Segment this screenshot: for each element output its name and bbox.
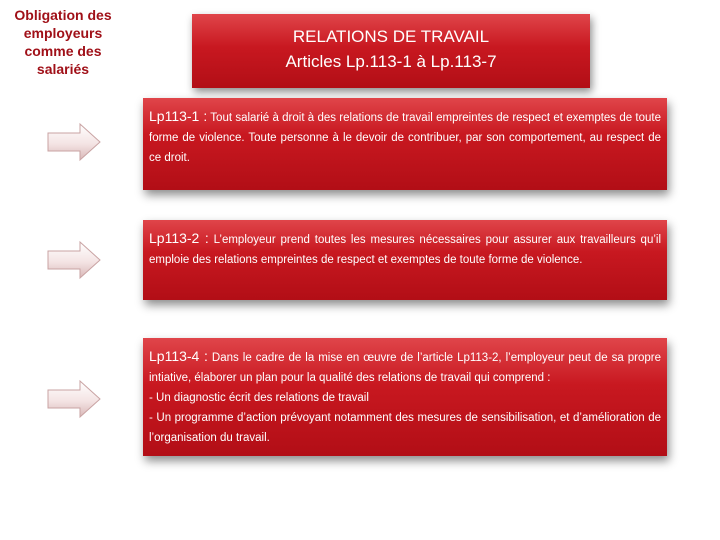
arrow-right-icon xyxy=(46,239,102,281)
header-banner xyxy=(192,14,590,88)
article-code: Lp113-4 : xyxy=(149,348,208,364)
article-card-lp113-2 xyxy=(143,220,667,300)
article-code: Lp113-1 : xyxy=(149,108,208,124)
article-body xyxy=(149,346,661,388)
article-body xyxy=(149,228,661,270)
article-text: Tout salarié à droit à des relations de travail empreintes de respect et exemptes de toute forme de violence. Toute personne à le devoir de contribuer, par son comportement, au respect de ce droit. xyxy=(149,112,661,164)
arrow-right-icon xyxy=(46,378,102,420)
article-body xyxy=(149,106,661,168)
article-text: Dans le cadre de la mise en œuvre de l’article Lp113-2, l’employeur peut de sa propre intiative, élaborer un plan pour la qualité des relations de travail qui comprend : xyxy=(149,352,661,384)
article-card-lp113-4 xyxy=(143,338,667,456)
header-subtitle: Articles Lp.113-1 à Lp.113-7 xyxy=(285,52,497,71)
list-item: - Un programme d’action prévoyant notamment des mesures de sensibilisation, et d’amélioration de l’organisation du travail. xyxy=(149,412,661,444)
article-card-lp113-1 xyxy=(143,98,667,190)
side-title-line: salariés xyxy=(36,61,90,77)
side-title xyxy=(8,6,118,78)
article-code: Lp113-2 : xyxy=(149,230,209,246)
article-text: L’employeur prend toutes les mesures nécessaires pour assurer aux travailleurs qu’il emploie des relations empreintes de respect et exemptes de toute forme de violence. xyxy=(149,234,662,266)
arrow-right-icon xyxy=(46,121,102,163)
header-title: RELATIONS DE TRAVAIL xyxy=(292,27,490,46)
side-title-line: Obligation des xyxy=(14,7,112,23)
list-item: - Un diagnostic écrit des relations de travail xyxy=(149,392,369,404)
side-title-line: comme des xyxy=(24,43,102,59)
side-title-line: employeurs xyxy=(23,25,103,41)
